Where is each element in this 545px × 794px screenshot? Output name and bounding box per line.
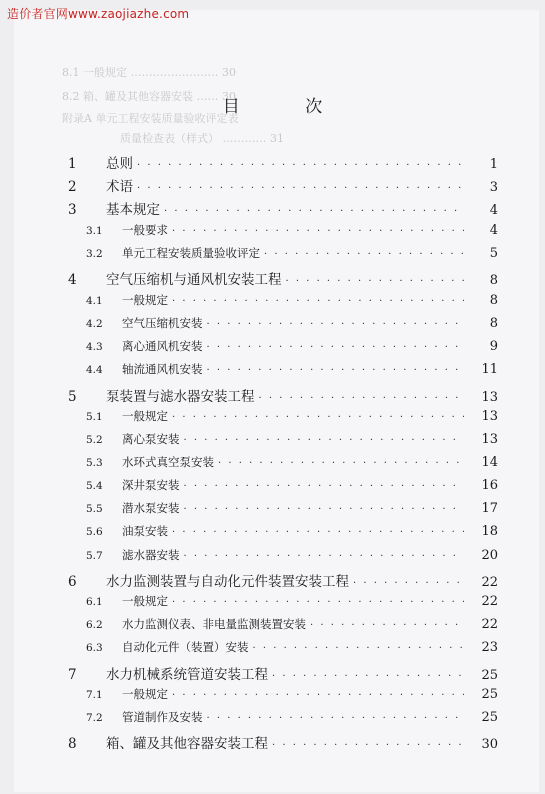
toc-entry-page: 13	[481, 390, 498, 405]
toc-entry-page: 20	[481, 548, 498, 563]
toc-entry	[60, 570, 498, 592]
toc-entry-title: 滤水器安装	[122, 548, 180, 562]
toc-leader-dots	[253, 643, 465, 654]
toc-entry	[60, 547, 498, 569]
bleed-through-line-2: 8.2 箱、罐及其他容器安装 …… 30	[62, 90, 236, 103]
toc-leader-dots	[207, 319, 465, 330]
toc-entry-number: 4	[68, 272, 77, 288]
toc-entry-number: 3.1	[86, 225, 103, 237]
toc-entry-number: 4.3	[86, 341, 103, 353]
toc-leader-dots	[137, 183, 464, 194]
toc-entry-title: 一般规定	[122, 687, 168, 701]
toc-entry-page: 30	[481, 737, 498, 752]
toc-leader-dots	[172, 527, 464, 538]
toc-entry-page: 18	[481, 524, 498, 539]
toc-entry-title: 一般规定	[122, 594, 168, 608]
toc-entry	[60, 431, 498, 453]
toc-entry-page: 14	[481, 455, 498, 470]
toc-leader-dots	[272, 671, 464, 682]
toc-entry	[60, 477, 498, 499]
toc-entry	[60, 222, 498, 244]
toc-entry	[60, 175, 498, 197]
toc-entry	[60, 292, 498, 314]
toc-entry	[60, 686, 498, 708]
toc-leader-dots	[207, 713, 465, 724]
toc-entry-title: 水力机械系统管道安装工程	[106, 667, 268, 683]
toc-entry	[60, 385, 498, 407]
toc-entry-title: 潜水泵安装	[122, 501, 180, 515]
toc-entry-number: 6.2	[86, 619, 103, 631]
bleed-through-line-4: 质量检查表（样式） ………… 31	[120, 132, 284, 145]
toc-entry-number: 5.2	[86, 434, 103, 446]
toc-entry	[60, 361, 498, 383]
bleed-through-line-3: 附录A 单元工程安装质量验收评定表	[62, 112, 239, 125]
toc-entry-title: 泵装置与滤水器安装工程	[106, 389, 255, 405]
toc-entry-title: 箱、罐及其他容器安装工程	[106, 736, 268, 752]
toc-leader-dots	[272, 740, 464, 751]
toc-entry-number: 5	[68, 389, 77, 405]
bleed-through-line-1: 8.1 一般规定 …………………… 30	[62, 66, 236, 79]
toc-entry-title: 水环式真空泵安装	[122, 455, 214, 469]
toc-entry-number: 5.4	[86, 480, 103, 492]
toc-leader-dots	[184, 481, 465, 492]
toc-entry-number: 5.1	[86, 411, 103, 423]
toc-entry	[60, 593, 498, 615]
toc-entry-title: 自动化元件（装置）安装	[122, 640, 249, 654]
toc-leader-dots	[137, 160, 464, 171]
toc-entry-title: 一般要求	[122, 223, 168, 237]
toc-leader-dots	[172, 597, 464, 608]
toc-entry-number: 6	[68, 574, 77, 590]
toc-entry-number: 5.3	[86, 457, 103, 469]
toc-entry	[60, 523, 498, 545]
toc-entry-page: 4	[489, 203, 498, 218]
toc-entry-page: 4	[489, 223, 498, 238]
toc-leader-dots	[164, 206, 464, 217]
toc-entry	[60, 315, 498, 337]
toc-leader-dots	[207, 365, 465, 376]
toc-leader-dots	[184, 551, 465, 562]
toc-leader-dots	[207, 342, 465, 353]
toc-entry-title: 轴流通风机安装	[122, 362, 203, 376]
watermark: 造价者官网www.zaojiazhe.com	[7, 7, 190, 21]
toc-entry	[60, 732, 498, 754]
toc-entry-page: 9	[489, 339, 498, 354]
toc-leader-dots	[172, 412, 464, 423]
toc-leader-dots	[184, 504, 465, 515]
toc-entry-number: 8	[68, 736, 77, 752]
toc-leader-dots	[353, 578, 464, 589]
toc-entry-number: 7.1	[86, 689, 103, 701]
toc-leader-dots	[172, 296, 464, 307]
toc-entry-number: 5.6	[86, 526, 103, 538]
toc-entry	[60, 500, 498, 522]
toc-entry-page: 17	[481, 501, 498, 516]
toc-leader-dots	[172, 690, 464, 701]
toc-entry-title: 基本规定	[106, 202, 160, 218]
toc-entry	[60, 198, 498, 220]
toc-leader-dots	[286, 276, 465, 287]
toc-entry-page: 23	[481, 640, 498, 655]
toc-entry-number: 5.7	[86, 550, 103, 562]
toc-entry-page: 1	[489, 157, 498, 172]
toc-entry-page: 22	[481, 575, 498, 590]
toc-entry	[60, 245, 498, 267]
toc-entry	[60, 338, 498, 360]
toc-entry-page: 8	[489, 273, 498, 288]
toc-entry-number: 4.4	[86, 364, 103, 376]
toc-entry-title: 深井泵安装	[122, 478, 180, 492]
toc-entry-page: 8	[489, 316, 498, 331]
toc-entry-page: 5	[489, 246, 498, 261]
toc-entry-title: 空气压缩机安装	[122, 316, 203, 330]
toc-entry-page: 13	[481, 432, 498, 447]
toc-entry-page: 3	[489, 180, 498, 195]
toc-leader-dots	[184, 435, 465, 446]
toc-entry-page: 25	[481, 668, 498, 683]
toc-entry	[60, 663, 498, 685]
toc-entry-number: 5.5	[86, 503, 103, 515]
toc-entry-page: 25	[481, 687, 498, 702]
toc-leader-dots	[218, 458, 464, 469]
page-title: 目 次	[222, 97, 353, 117]
toc-entry-page: 22	[481, 617, 498, 632]
toc-entry	[60, 709, 498, 731]
toc-entry-number: 3	[68, 202, 77, 218]
toc-entry-page: 22	[481, 594, 498, 609]
toc-entry-title: 管道制作及安装	[122, 710, 203, 724]
toc-entry	[60, 152, 498, 174]
toc-entry-number: 7	[68, 667, 77, 683]
toc-entry-number: 7.2	[86, 712, 103, 724]
toc-leader-dots	[172, 226, 464, 237]
toc-entry-number: 6.1	[86, 596, 103, 608]
toc-entry-number: 4.2	[86, 318, 103, 330]
toc-entry-title: 水力监测仪表、非电量监测装置安装	[122, 617, 306, 631]
toc-entry-page: 11	[481, 362, 498, 377]
toc-entry-title: 一般规定	[122, 409, 168, 423]
toc-entry-number: 6.3	[86, 642, 103, 654]
toc-entry	[60, 639, 498, 661]
toc-entry-page: 8	[489, 293, 498, 308]
toc-entry-number: 3.2	[86, 248, 103, 260]
toc-leader-dots	[259, 393, 465, 404]
toc-entry	[60, 454, 498, 476]
toc-entry	[60, 408, 498, 430]
toc-entry-title: 离心通风机安装	[122, 339, 203, 353]
toc-entry	[60, 268, 498, 290]
toc-leader-dots	[264, 249, 464, 260]
toc-entry-number: 1	[68, 156, 77, 172]
toc-entry-title: 水力监测装置与自动化元件装置安装工程	[106, 574, 349, 590]
toc-entry	[60, 616, 498, 638]
toc-entry-title: 空气压缩机与通风机安装工程	[106, 272, 282, 288]
toc-entry-title: 术语	[106, 179, 133, 195]
toc-leader-dots	[310, 620, 464, 631]
toc-entry-number: 4.1	[86, 295, 103, 307]
toc-entry-title: 单元工程安装质量验收评定	[122, 246, 260, 260]
toc-entry-title: 离心泵安装	[122, 432, 180, 446]
toc-entry-page: 13	[481, 409, 498, 424]
toc-entry-title: 一般规定	[122, 293, 168, 307]
toc-entry-number: 2	[68, 179, 77, 195]
toc-entry-page: 25	[481, 710, 498, 725]
toc-entry-title: 油泵安装	[122, 524, 168, 538]
toc-entry-page: 16	[481, 478, 498, 493]
toc-entry-title: 总则	[106, 156, 133, 172]
